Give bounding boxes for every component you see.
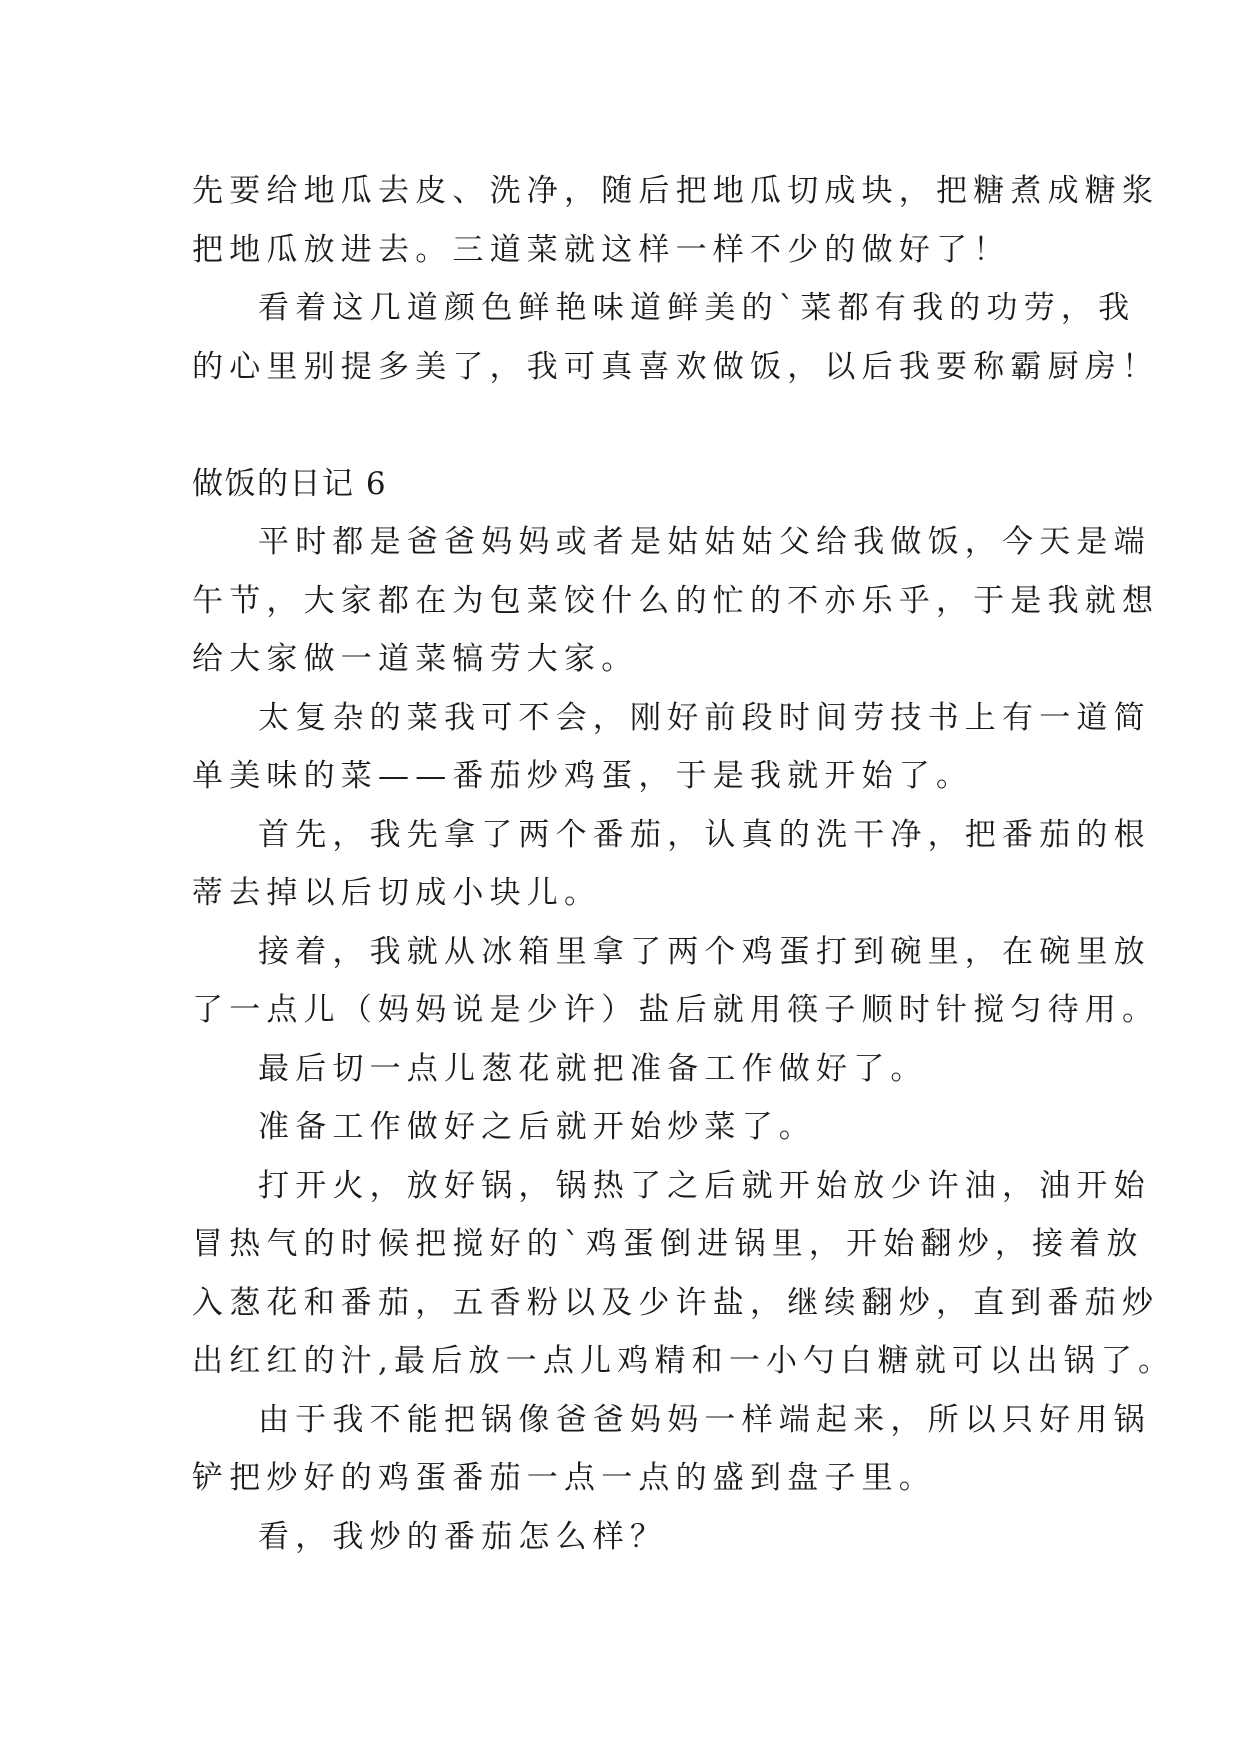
paragraph-line: 的心里别提多美了，我可真喜欢做饭，以后我要称霸厨房！ <box>192 348 1160 385</box>
paragraph-line: 入葱花和番茄，五香粉以及少许盐，继续翻炒，直到番茄炒 <box>192 1284 1160 1321</box>
paragraph-line: 先要给地瓜去皮、洗净，随后把地瓜切成块，把糖煮成糖浆 <box>192 173 1160 209</box>
paragraph-line: 铲把炒好的鸡蛋番茄一点一点的盛到盘子里。 <box>192 1460 936 1496</box>
paragraph-line: 由于我不能把锅像爸爸妈妈一样端起来，所以只好用锅 <box>258 1401 1151 1438</box>
document-body <box>192 162 1176 1566</box>
paragraph-line: 蒂去掉以后切成小块儿。 <box>192 875 602 911</box>
paragraph-line: 太复杂的菜我可不会，刚好前段时间劳技书上有一道简 <box>258 699 1151 736</box>
paragraph-line: 最后切一点儿葱花就把准备工作做好了。 <box>258 1050 928 1087</box>
paragraph-line: 打开火，放好锅，锅热了之后就开始放少许油，油开始 <box>258 1167 1151 1204</box>
paragraph-line: 把地瓜放进去。三道菜就这样一样不少的做好了！ <box>192 231 1011 268</box>
paragraph-line: 出红红的汁,最后放一点儿鸡精和一小勺白糖就可以出锅了。 <box>192 1343 1176 1379</box>
paragraph-line: 平时都是爸爸妈妈或者是姑姑姑父给我做饭，今天是端 <box>258 524 1151 560</box>
paragraph-line: 看，我炒的番茄怎么样？ <box>258 1518 668 1555</box>
paragraph-line: 了一点儿（妈妈说是少许）盐后就用筷子顺时针搅匀待用。 <box>192 992 1160 1028</box>
paragraph-line: 单美味的菜——番茄炒鸡蛋，于是我就开始了。 <box>192 758 974 794</box>
paragraph-line: 准备工作做好之后就开始炒菜了。 <box>258 1109 816 1145</box>
paragraph-line: 冒热气的时候把搅好的`鸡蛋倒进锅里，开始翻炒，接着放 <box>192 1226 1144 1262</box>
paragraph-line: 给大家做一道菜犒劳大家。 <box>192 641 639 677</box>
section-title: 做饭的日记 6 <box>192 465 388 502</box>
paragraph-line: 午节，大家都在为包菜饺什么的忙的不亦乐乎，于是我就想 <box>192 582 1160 619</box>
paragraph-line: 看着这几道颜色鲜艳味道鲜美的`菜都有我的功劳，我 <box>258 290 1136 326</box>
paragraph-line: 接着，我就从冰箱里拿了两个鸡蛋打到碗里，在碗里放 <box>258 933 1151 970</box>
paragraph-line: 首先，我先拿了两个番茄，认真的洗干净，把番茄的根 <box>258 816 1151 853</box>
blank-line <box>192 396 1052 455</box>
